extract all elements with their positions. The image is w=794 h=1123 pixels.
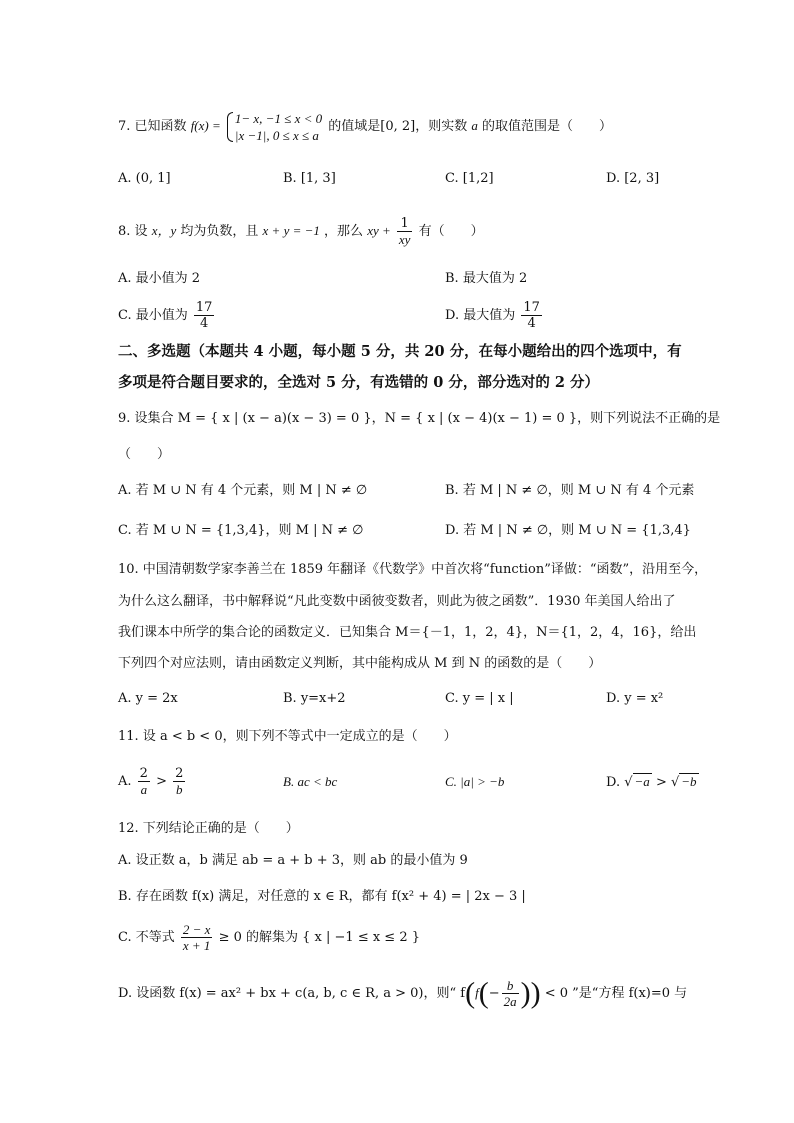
q11-d-left: −a [634,774,650,789]
q8-condition: x + y = −1 [262,223,320,238]
q11-stem: 11. 设 a < b < 0，则下列不等式中一定成立的是（ ） [118,729,457,744]
q8-expression: xy + [367,223,391,238]
q12-c-num: 2 − x [182,922,211,937]
q12-c-pre: C. 不等式 [118,930,175,945]
q8-c-num: 17 [195,300,213,315]
q8-d-num: 17 [523,300,540,315]
q7-mid: 的值域是[0, 2]，则实数 [328,119,468,134]
q12-d-post: < 0 ”是“方程 f(x)=0 与 [544,986,688,1001]
q8-frac-den: xy [398,232,411,247]
q7-suffix: 的取值范围是（ ） [482,119,613,134]
q7-option-b: B. [1, 3] [283,171,336,186]
q11-a-den2: b [176,782,183,797]
q12-option-b: B. 存在函数 f(x) 满足，对任意的 x ∈ R，都有 f(x² + 4) = | 2x − 3 | [118,889,526,904]
q12-d-pre: D. 设函数 f(x) = ax² + bx + c(a, b, c ∈ R, a > 0)，则“ f [118,986,466,1001]
q8-option-b: B. 最大值为 2 [445,271,528,286]
q8-frac-num: 1 [397,216,413,232]
q8-mid1: 均为负数，且 [180,224,259,239]
q11-a-fraction-1 [138,766,150,797]
q7-stem [118,104,612,148]
q10-option-d: D. y = x² [606,691,664,706]
q8-prefix: 8. 设 [118,224,148,239]
q10-stem-line3: 我们课本中所学的集合论的函数定义．已知集合 M＝{－1，1，2，4}，N＝{1，2，4，16}，给出 [118,625,697,640]
q9-option-b: B. 若 M | N ≠ ∅，则 M ∪ N 有 4 个元素 [445,483,695,498]
q11-a-num1: 2 [139,766,148,781]
q10-stem-line2: 为什么这么翻译，书中解释说“凡此变数中函彼变数者，则此为彼之函数”．1930 年美国人给出了 [118,594,676,609]
q12-stem: 12. 下列结论正确的是（ ） [118,821,299,836]
q12-c-den: x + 1 [182,938,211,953]
section2-heading-line2: 多项是符合题目要求的，全选对 5 分，有选错的 0 分，部分选对的 2 分） [118,374,600,391]
q12-c-post: ≥ 0 的解集为 { x | −1 ≤ x ≤ 2 } [218,930,421,945]
q9-option-d: D. 若 M | N ≠ ∅，则 M ∪ N = {1,3,4} [445,523,691,538]
q11-option-d: D. √ −a > √ −b [606,774,697,790]
q9-option-a: A. 若 M ∪ N 有 4 个元素，则 M | N ≠ ∅ [118,483,368,498]
q10-stem-line4: 下列四个对应法则，请由函数定义判断，其中能构成从 M 到 N 的函数的是（ ） [118,656,602,671]
q11-a-den1: a [140,782,148,797]
q7-prefix: 7. 已知函数 [118,119,187,134]
q8-option-c [118,298,216,334]
q11-option-b: B. ac < bc [283,774,338,789]
q8-option-d-label: D. 最大值为 [445,308,516,323]
q12-option-a: A. 设正数 a，b 满足 ab = a + b + 3，则 ab 的最小值为 9 [118,853,468,868]
q12-d-fraction [502,978,519,1009]
q8-suffix: 有（ ） [418,224,484,239]
q10-option-c: C. y = | x | [445,691,514,706]
q8-fraction [397,216,413,247]
q8-vars: x，y [151,223,177,238]
q11-a-fraction-2 [173,766,185,797]
q8-option-d [445,298,544,334]
q8-option-d-fraction [521,300,542,331]
q11-option-c: C. |a| > −b [445,774,505,789]
q8-option-c-label: C. 最小值为 [118,308,188,323]
q9-option-c: C. 若 M ∪ N = {1,3,4}，则 M | N ≠ ∅ [118,523,364,538]
q11-a-label: A. [118,774,132,789]
q7-piece-1: 1− x, −1 ≤ x < 0 [234,110,323,126]
q12-c-fraction [181,922,213,953]
q9-stem-line2: （ ） [118,447,171,462]
q8-d-den: 4 [527,316,536,331]
q11-a-op: > [156,774,167,789]
q7-option-d: D. [2, 3] [606,171,660,186]
section2-heading-line1: 二、多选题（本题共 4 小题，每小题 5 分，共 20 分，在每小题给出的四个选项中，有 [118,343,682,360]
q12-d-num: b [502,978,519,994]
q12-d-inner: f [475,985,479,1000]
q7-option-c: C. [1,2] [445,171,494,186]
q10-stem-line1: 10. 中国清朝数学家李善兰在 1859 年翻译《代数学》中首次将“function”译做：“函数”，沿用至今， [118,562,708,577]
q7-var: a [471,118,478,133]
q8-mid2: ，那么 [324,224,364,239]
q8-option-a: A. 最小值为 2 [118,271,201,286]
q8-stem [118,212,484,250]
q8-c-den: 4 [200,316,209,331]
q11-d-right: −b [681,774,697,789]
q11-d-op: > [655,775,667,790]
q10-option-a: A. y = 2x [118,691,178,706]
q7-function: f(x) = [190,118,221,133]
q11-d-label: D. [606,775,621,790]
q11-option-a [118,760,187,804]
q9-stem-line1: 9. 设集合 M = { x | (x − a)(x − 3) = 0 }，N = { x | (x − 4)(x − 1) = 0 }，则下列说法不正确的是 [118,411,721,426]
q7-piece-2: |x −1|, 0 ≤ x ≤ a [234,127,319,143]
q12-option-c [118,918,420,958]
q10-option-b: B. y=x+2 [283,691,346,706]
q8-option-c-fraction [194,300,215,331]
q11-a-num2: 2 [175,766,184,781]
q7-option-a: A. (0, 1] [118,171,171,186]
q12-option-d: D. 设函数 f(x) = ax² + bx + c(a, b, c ∈ R, a > 0)，则“ f(f(− $\frac{b}{2a}$ )) < 0 ”是“方程 f(x)=0 与 [118,976,688,1010]
q12-d-den: 2a [503,994,517,1009]
q7-piecewise [227,110,322,144]
